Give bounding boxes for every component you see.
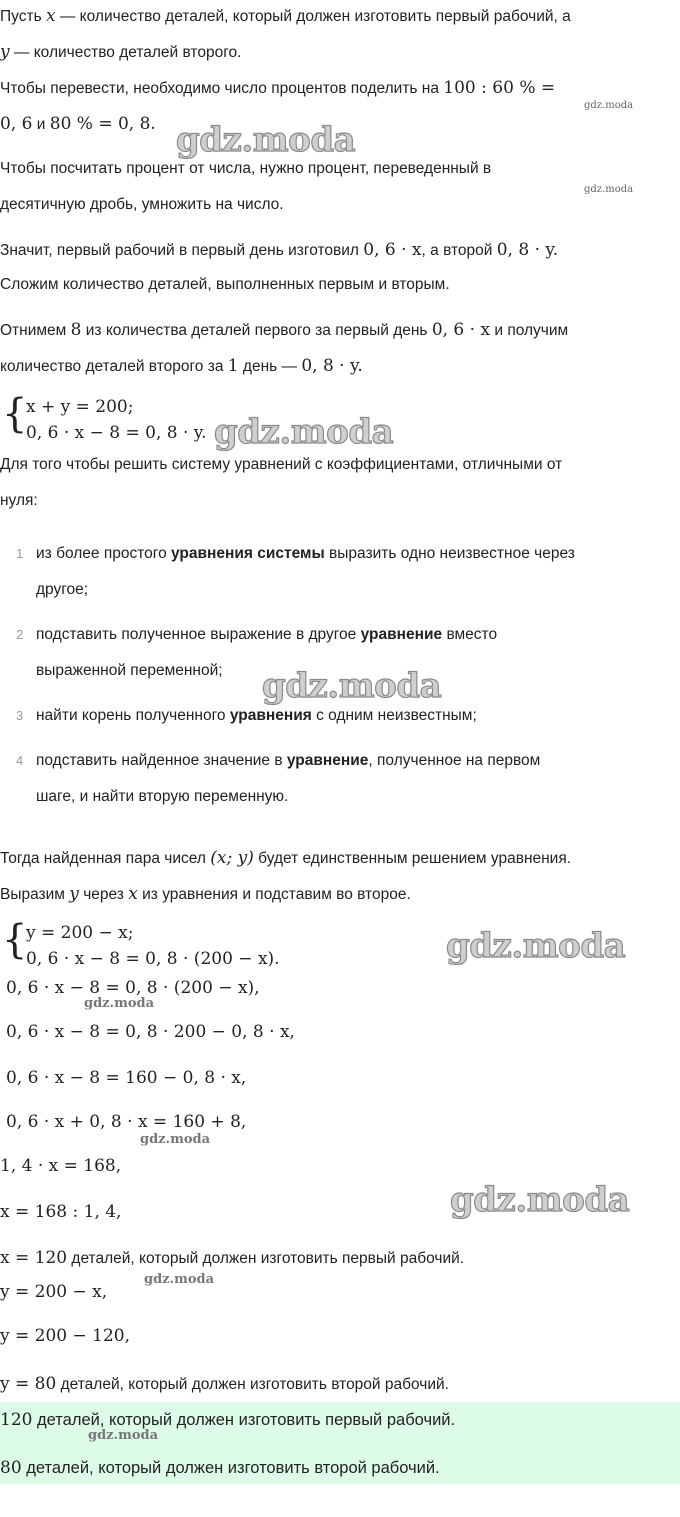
math: y bbox=[69, 884, 79, 904]
system-brace: { bbox=[2, 391, 28, 437]
bold-term: уравнение bbox=[360, 626, 443, 643]
answer-box bbox=[0, 1402, 680, 1484]
text: деталей, который должен изготовить первый рабочий. bbox=[71, 1250, 465, 1267]
watermark: gdz.moda bbox=[176, 120, 356, 160]
text: деталей, который должен изготовить второй рабочий. bbox=[26, 1459, 440, 1477]
system-1-eq-2: 0, 6 · x − 8 = 0, 8 · y. bbox=[26, 423, 207, 443]
pair-line bbox=[0, 848, 571, 868]
text: подставить полученное выражение в другое bbox=[36, 626, 361, 643]
intro-line-2 bbox=[0, 42, 241, 62]
math: (x; y) bbox=[210, 848, 254, 868]
text: другое; bbox=[36, 581, 89, 598]
list-item-text bbox=[36, 536, 575, 608]
math: 8 bbox=[70, 320, 82, 340]
first-day-line bbox=[0, 240, 558, 260]
math: y = 80 bbox=[0, 1374, 57, 1394]
subtract-line-2 bbox=[0, 356, 363, 376]
text: Отнимем bbox=[0, 322, 67, 339]
math: 100 : 60 % = bbox=[443, 78, 556, 98]
bold-term: уравнения bbox=[229, 707, 312, 724]
system-2 bbox=[26, 920, 280, 972]
calc-line: 0, 6 · x − 8 = 160 − 0, 8 · x, bbox=[6, 1068, 247, 1088]
math: y bbox=[0, 42, 10, 62]
text: выраженной переменной; bbox=[36, 662, 223, 679]
text: деталей, который должен изготовить первый рабочий. bbox=[37, 1411, 456, 1429]
system-1-eq-1: x + y = 200; bbox=[26, 397, 134, 417]
text: , а второй bbox=[421, 242, 493, 259]
percent-rule-2: десятичную дробь, умножить на число. bbox=[0, 196, 284, 213]
text: — количество деталей второго. bbox=[13, 44, 242, 61]
text: будет единственным решением уравнения. bbox=[258, 850, 572, 867]
list-number: 3 bbox=[16, 708, 24, 723]
system-2-eq-2: 0, 6 · x − 8 = 0, 8 · (200 − x). bbox=[26, 949, 280, 969]
watermark: gdz.moda bbox=[84, 996, 155, 1011]
math: 0, 6 · x bbox=[363, 240, 422, 260]
math: 80 bbox=[0, 1458, 22, 1478]
math: 1 bbox=[227, 356, 239, 376]
math: 0, 8 · y. bbox=[496, 240, 559, 260]
watermark: gdz.moda bbox=[88, 1428, 159, 1443]
text: из количества деталей первого за первый день bbox=[85, 322, 428, 339]
watermark: gdz.moda bbox=[214, 412, 394, 452]
method-intro-2: нуля: bbox=[0, 492, 38, 509]
text: из более простого bbox=[36, 545, 171, 562]
text: через bbox=[83, 886, 124, 903]
calc-line: 1, 4 · x = 168, bbox=[0, 1156, 122, 1176]
subtract-line-1 bbox=[0, 320, 568, 340]
list-number: 4 bbox=[16, 753, 24, 768]
watermark: gdz.moda bbox=[262, 666, 442, 706]
math: x bbox=[128, 884, 138, 904]
math: 0, 8 · y. bbox=[301, 356, 363, 376]
x-result-line bbox=[0, 1248, 464, 1268]
text: деталей, который должен изготовить второй рабочий. bbox=[60, 1376, 449, 1393]
math: 0, 6 · x bbox=[431, 320, 491, 340]
text: количество деталей второго за bbox=[0, 358, 224, 375]
text: Тогда найденная пара чисел bbox=[0, 850, 206, 867]
text: Значит, первый рабочий в первый день изготовил bbox=[0, 242, 359, 259]
answer-line-1 bbox=[0, 1410, 455, 1430]
intro-line-1 bbox=[0, 6, 571, 26]
text: Пусть bbox=[0, 8, 42, 25]
math: 120 bbox=[0, 1410, 33, 1430]
express-line bbox=[0, 884, 411, 904]
calc-line: y = 200 − 120, bbox=[0, 1326, 131, 1346]
text: с одним неизвестным; bbox=[311, 707, 477, 724]
watermark: gdz.moda bbox=[450, 1180, 630, 1220]
text: Выразим bbox=[0, 886, 65, 903]
text: , полученное на первом bbox=[368, 752, 541, 769]
answer-line-2 bbox=[0, 1458, 440, 1478]
watermark: gdz.moda bbox=[144, 1272, 215, 1287]
calc-line: 0, 6 · x + 0, 8 · x = 160 + 8, bbox=[6, 1112, 247, 1132]
calc-line: 0, 6 · x − 8 = 0, 8 · 200 − 0, 8 · x, bbox=[6, 1022, 295, 1042]
math: 80 % = 0, 8. bbox=[49, 114, 156, 134]
system-1 bbox=[26, 394, 207, 446]
sum-line: Сложим количество деталей, выполненных первым и вторым. bbox=[0, 276, 450, 293]
list-number: 1 bbox=[16, 546, 24, 561]
method-intro-1: Для того чтобы решить систему уравнений с коэффициентами, отличными от bbox=[0, 456, 563, 473]
text: из уравнения и подставим во второе. bbox=[142, 886, 411, 903]
calc-line: y = 200 − x, bbox=[0, 1282, 108, 1302]
system-2-eq-1: y = 200 − x; bbox=[26, 923, 134, 943]
math: x = 120 bbox=[0, 1248, 68, 1268]
percent-rule-1: Чтобы посчитать процент от числа, нужно процент, переведенный в bbox=[0, 160, 492, 177]
text: — количество деталей, который должен изготовить первый рабочий, а bbox=[59, 8, 571, 25]
watermark: gdz.moda bbox=[140, 1132, 211, 1147]
percent-line-2 bbox=[0, 114, 156, 134]
watermark: gdz.moda bbox=[446, 926, 626, 966]
text: и получим bbox=[494, 322, 569, 339]
list-number: 2 bbox=[16, 627, 24, 642]
text: Чтобы перевести, необходимо число процентов поделить на bbox=[0, 80, 439, 97]
system-brace: { bbox=[2, 917, 28, 963]
calc-line: x = 168 : 1, 4, bbox=[0, 1202, 122, 1222]
math: 0, 6 bbox=[0, 114, 33, 134]
bold-term: уравнение bbox=[286, 752, 369, 769]
watermark: gdz.moda bbox=[584, 184, 634, 195]
text: найти корень полученного bbox=[36, 707, 230, 724]
y-result-line bbox=[0, 1374, 449, 1394]
calc-line: 0, 6 · x − 8 = 0, 8 · (200 − x), bbox=[6, 978, 260, 998]
bold-term: уравнения системы bbox=[171, 545, 325, 562]
text: шаге, и найти вторую переменную. bbox=[36, 788, 289, 805]
text: и bbox=[36, 116, 46, 133]
watermark: gdz.moda bbox=[584, 100, 634, 111]
text: выразить одно неизвестное через bbox=[324, 545, 575, 562]
text: день — bbox=[242, 358, 298, 375]
list-item-text bbox=[36, 743, 540, 815]
text: подставить найденное значение в bbox=[36, 752, 287, 769]
math: x bbox=[45, 6, 56, 26]
text: вместо bbox=[442, 626, 498, 643]
percent-line-1 bbox=[0, 78, 555, 98]
